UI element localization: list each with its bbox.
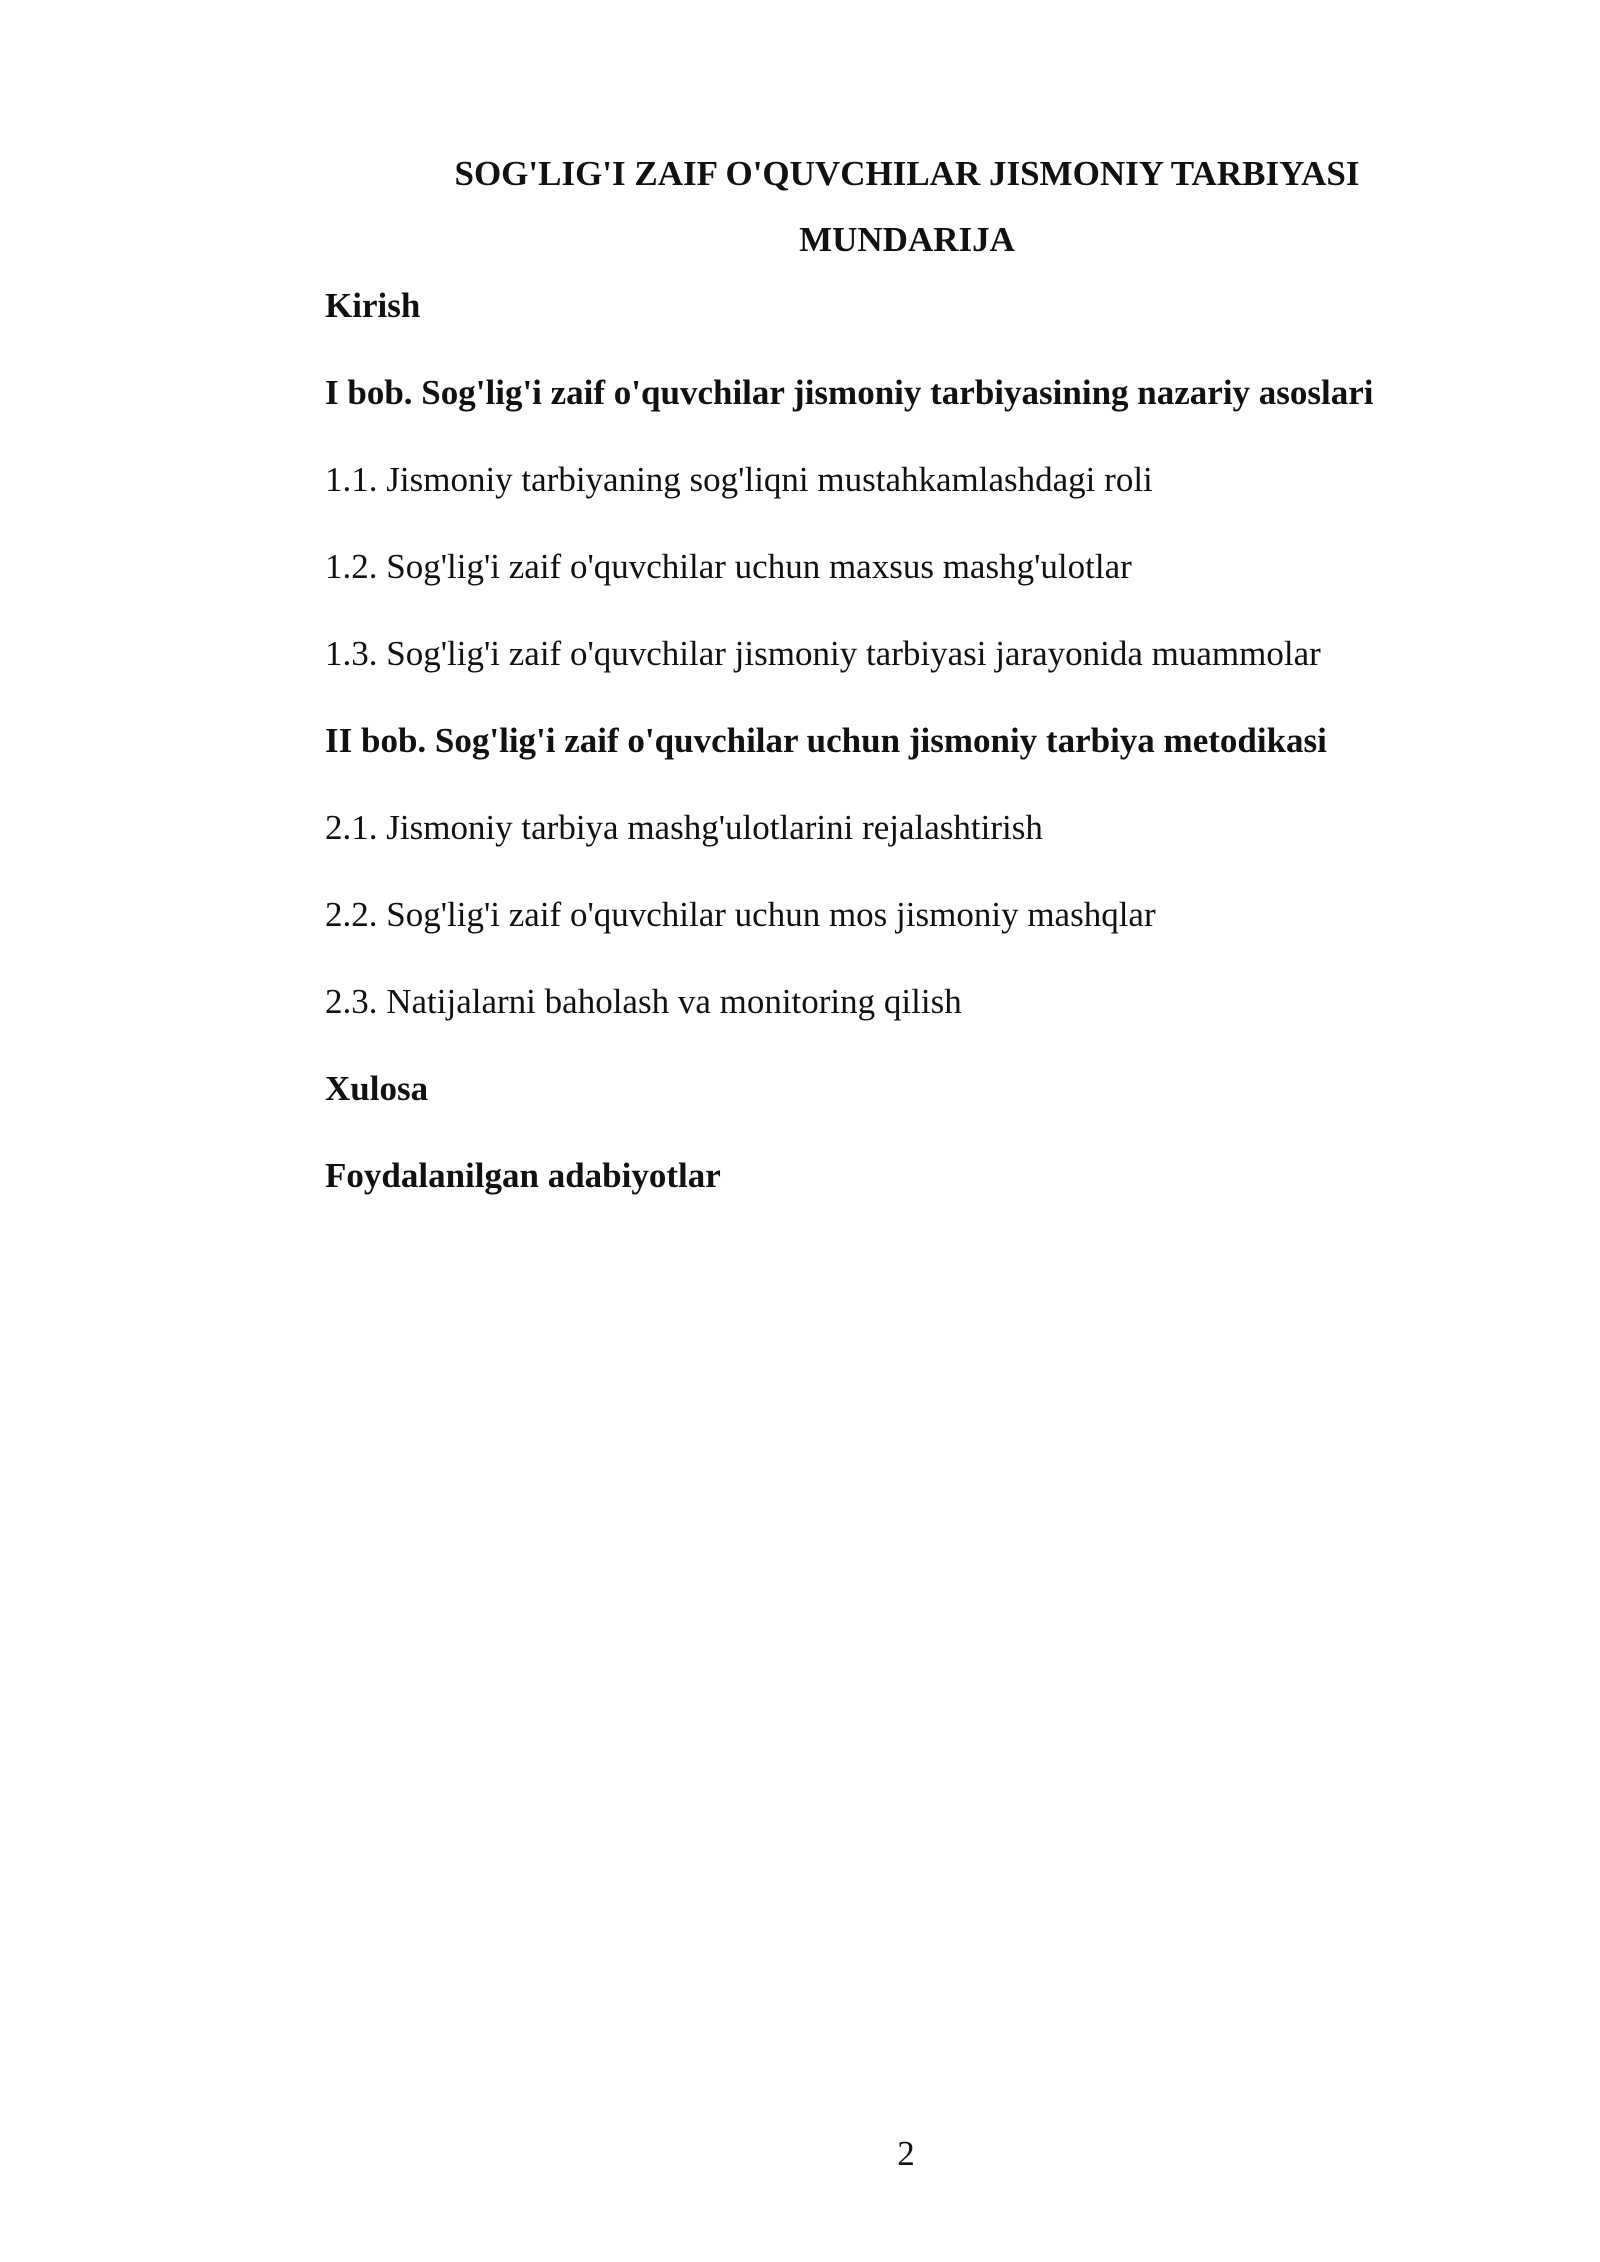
document-title: SOG'LIG'I ZAIF O'QUVCHILAR JISMONIY TARBIYASI bbox=[454, 154, 1360, 193]
toc-entry-section-1-1: 1.1. Jismoniy tarbiyaning sog'liqni mustahkamlashdagi roli bbox=[325, 460, 1153, 499]
toc-entry-section-2-3: 2.3. Natijalarni baholash va monitoring qilish bbox=[325, 982, 962, 1021]
page-number: 2 bbox=[897, 2134, 915, 2173]
toc-entry-section-2-2: 2.2. Sog'lig'i zaif o'quvchilar uchun mos jismoniy mashqlar bbox=[325, 895, 1156, 934]
toc-entry-references: Foydalanilgan adabiyotlar bbox=[325, 1156, 721, 1195]
toc-entry-section-2-1: 2.1. Jismoniy tarbiya mashg'ulotlarini rejalashtirish bbox=[325, 808, 1043, 847]
toc-entry-conclusion: Xulosa bbox=[325, 1069, 429, 1108]
toc-entry-chapter-1: I bob. Sog'lig'i zaif o'quvchilar jismoniy tarbiyasining nazariy asoslari bbox=[325, 373, 1374, 412]
toc-entry-chapter-2: II bob. Sog'lig'i zaif o'quvchilar uchun jismoniy tarbiya metodikasi bbox=[325, 721, 1327, 760]
toc-entry-section-1-2: 1.2. Sog'lig'i zaif o'quvchilar uchun maxsus mashg'ulotlar bbox=[325, 547, 1132, 586]
toc-entry-section-1-3: 1.3. Sog'lig'i zaif o'quvchilar jismoniy tarbiyasi jarayonida muammolar bbox=[325, 634, 1321, 673]
table-of-contents bbox=[325, 280, 1575, 1237]
toc-heading: MUNDARIJA bbox=[799, 220, 1015, 259]
toc-entry-introduction: Kirish bbox=[325, 286, 421, 325]
